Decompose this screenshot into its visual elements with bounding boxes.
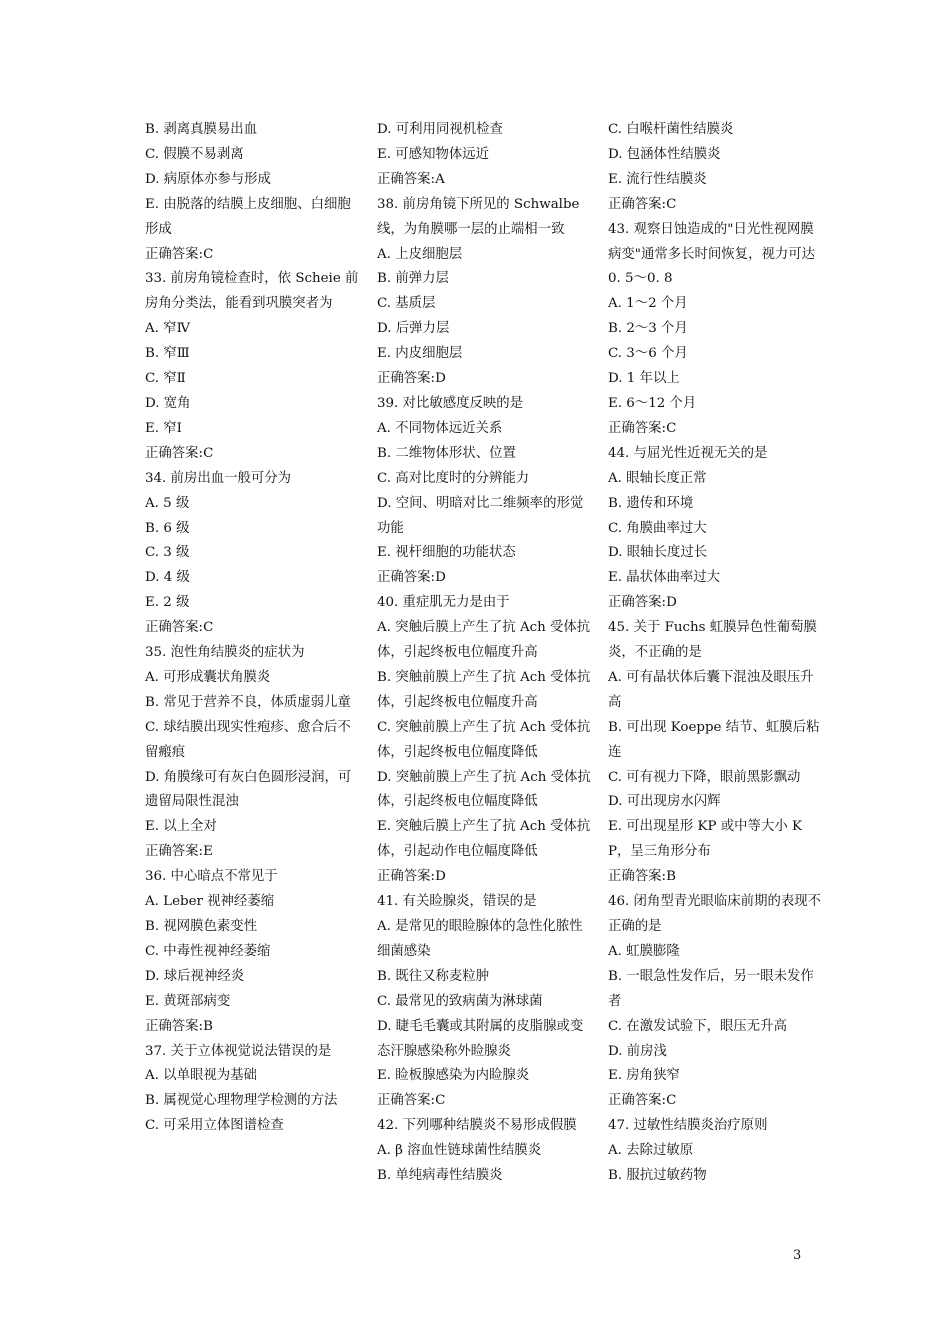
option-line: A. 不同物体远近关系 xyxy=(377,420,503,436)
option-line: E. 流行性结膜炎 xyxy=(608,171,707,187)
option-line: A. 5 级 xyxy=(145,495,190,511)
option-line: B. 可出现 Koeppe 结节、虹膜后粘连 xyxy=(608,719,820,760)
option-line: B. 属视觉心理物理学检测的方法 xyxy=(145,1093,338,1109)
option-line: B. 单纯病毒性结膜炎 xyxy=(377,1168,503,1184)
answer-line: 正确答案:B xyxy=(608,869,676,885)
question-line: 46. 闭角型青光眼临床前期的表现不正确的是 xyxy=(608,894,822,934)
option-line: E. 房角狭窄 xyxy=(608,1068,680,1084)
option-line: E. 睑板腺感染为内睑腺炎 xyxy=(377,1068,530,1084)
option-line: A. 上皮细胞层 xyxy=(377,246,463,262)
option-line: C. 中毒性视神经萎缩 xyxy=(145,943,271,959)
option-line: E. 以上全对 xyxy=(145,819,217,835)
option-line: E. 可出现星形 KP 或中等大小 KP，呈三角形分布 xyxy=(608,819,802,860)
option-line: B. 突触前膜上产生了抗 Ach 受体抗体，引起终板电位幅度升高 xyxy=(377,669,591,710)
option-line: B. 服抗过敏药物 xyxy=(608,1168,707,1184)
text-column-2 xyxy=(377,118,591,1189)
question-line: 41. 有关睑腺炎，错误的是 xyxy=(377,894,537,910)
option-line: B. 窄Ⅲ xyxy=(145,346,190,362)
option-line: C. 最常见的致病菌为淋球菌 xyxy=(377,993,543,1009)
text-column-1 xyxy=(145,118,359,1139)
option-line: E. 视杆细胞的功能状态 xyxy=(377,545,516,561)
option-line: D. 宽角 xyxy=(145,395,191,411)
option-line: C. 突触前膜上产生了抗 Ach 受体抗体，引起终板电位幅度降低 xyxy=(377,719,591,760)
option-line: D. 突触前膜上产生了抗 Ach 受体抗体，引起终板电位幅度降低 xyxy=(377,769,591,810)
question-line: 34. 前房出血一般可分为 xyxy=(145,470,292,486)
question-line: 42. 下列哪种结膜炎不易形成假膜 xyxy=(377,1118,577,1134)
option-line: D. 可利用同视机检查 xyxy=(377,122,503,137)
option-line: E. 突触后膜上产生了抗 Ach 受体抗体，引起动作电位幅度降低 xyxy=(377,819,591,860)
option-line: E. 由脱落的结膜上皮细胞、白细胞形成 xyxy=(145,196,351,237)
option-line: C. 白喉杆菌性结膜炎 xyxy=(608,122,734,137)
answer-line: 正确答案:C xyxy=(145,246,214,262)
option-line: E. 6～12 个月 xyxy=(608,395,697,411)
answer-line: 正确答案:D xyxy=(377,570,446,586)
option-line: E. 晶状体曲率过大 xyxy=(608,570,721,586)
option-line: E. 可感知物体远近 xyxy=(377,146,490,162)
option-line: B. 剥离真膜易出血 xyxy=(145,122,258,137)
option-line: E. 内皮细胞层 xyxy=(377,346,463,362)
option-line: B. 6 级 xyxy=(145,520,190,536)
option-line: C. 窄Ⅱ xyxy=(145,371,186,387)
question-line: 35. 泡性角结膜炎的症状为 xyxy=(145,645,305,661)
question-line: 33. 前房角镜检查时，依 Scheie 前房角分类法，能看到巩膜突者为 xyxy=(145,271,359,312)
question-line: 47. 过敏性结膜炎治疗原则 xyxy=(608,1118,768,1134)
answer-line: 正确答案:E xyxy=(145,844,213,860)
option-line: A. 虹膜膨隆 xyxy=(608,943,680,959)
answer-line: 正确答案:B xyxy=(145,1018,213,1034)
option-line: D. 球后视神经炎 xyxy=(145,968,245,984)
option-line: D. 睫毛毛囊或其附属的皮脂腺或变态汗腺感染称外睑腺炎 xyxy=(377,1018,584,1059)
option-line: D. 病原体亦参与形成 xyxy=(145,171,271,187)
option-line: D. 1 年以上 xyxy=(608,371,680,387)
option-line: C. 3～6 个月 xyxy=(608,346,688,362)
option-line: B. 二维物体形状、位置 xyxy=(377,445,516,461)
answer-line: 正确答案:D xyxy=(377,371,446,387)
option-line: C. 可有视力下降，眼前黑影飘动 xyxy=(608,769,801,785)
option-line: B. 常见于营养不良，体质虚弱儿童 xyxy=(145,694,351,710)
option-line: E. 2 级 xyxy=(145,595,190,611)
option-line: C. 球结膜出现实性疱疹、愈合后不留瘢痕 xyxy=(145,719,351,760)
question-line: 38. 前房角镜下所见的 Schwalbe 线，为角膜哪一层的止端相一致 xyxy=(377,196,580,237)
option-line: C. 假膜不易剥离 xyxy=(145,146,244,162)
option-line: C. 3 级 xyxy=(145,545,190,561)
answer-line: 正确答案:D xyxy=(608,595,677,611)
answer-line: 正确答案:D xyxy=(377,869,446,885)
option-line: A. Leber 视神经萎缩 xyxy=(145,894,275,910)
option-line: D. 空间、明暗对比二维频率的形觉功能 xyxy=(377,495,584,536)
option-line: A. 可有晶状体后囊下混浊及眼压升高 xyxy=(608,669,814,710)
question-line: 45. 关于 Fuchs 虹膜异色性葡萄膜炎，不正确的是 xyxy=(608,620,817,661)
option-line: C. 在激发试验下，眼压无升高 xyxy=(608,1018,787,1034)
option-line: A. 窄Ⅳ xyxy=(145,321,190,337)
option-line: B. 遗传和环境 xyxy=(608,495,694,511)
question-line: 36. 中心暗点不常见于 xyxy=(145,869,278,885)
answer-line: 正确答案:A xyxy=(377,171,445,187)
option-line: D. 可出现房水闪辉 xyxy=(608,794,721,810)
option-line: D. 后弹力层 xyxy=(377,321,450,337)
option-line: B. 2～3 个月 xyxy=(608,321,688,337)
option-line: C. 角膜曲率过大 xyxy=(608,520,707,536)
option-line: A. β 溶血性链球菌性结膜炎 xyxy=(377,1143,542,1159)
option-line: D. 前房浅 xyxy=(608,1043,667,1059)
option-line: A. 突触后膜上产生了抗 Ach 受体抗体，引起终板电位幅度升高 xyxy=(377,620,591,661)
page-number: 3 xyxy=(793,1248,802,1263)
option-line: D. 角膜缘可有灰白色圆形浸润，可遗留局限性混浊 xyxy=(145,769,352,810)
answer-line: 正确答案:C xyxy=(608,1093,677,1109)
option-line: A. 1～2 个月 xyxy=(608,296,688,312)
question-line: 40. 重症肌无力是由于 xyxy=(377,595,510,611)
option-line: A. 以单眼视为基础 xyxy=(145,1068,257,1084)
answer-line: 正确答案:C xyxy=(145,620,214,636)
option-line: A. 是常见的眼睑腺体的急性化脓性细菌感染 xyxy=(377,919,583,959)
answer-line: 正确答案:C xyxy=(377,1093,446,1109)
option-line: B. 前弹力层 xyxy=(377,271,449,287)
option-line: B. 视网膜色素变性 xyxy=(145,919,258,934)
option-line: A. 去除过敏原 xyxy=(608,1143,694,1159)
option-line: C. 基质层 xyxy=(377,296,436,312)
option-line: D. 包涵体性结膜炎 xyxy=(608,146,721,162)
question-line: 44. 与屈光性近视无关的是 xyxy=(608,445,768,461)
question-line: 37. 关于立体视觉说法错误的是 xyxy=(145,1043,332,1059)
option-line: B. 一眼急性发作后，另一眼未发作者 xyxy=(608,968,814,1009)
answer-line: 正确答案:C xyxy=(608,196,677,212)
option-line: C. 高对比度时的分辨能力 xyxy=(377,470,530,486)
option-line: B. 既往又称麦粒肿 xyxy=(377,968,490,984)
option-line: D. 4 级 xyxy=(145,570,190,586)
text-column-3 xyxy=(608,118,822,1189)
question-line: 43. 观察日蚀造成的"日光性视网膜病变"通常多长时间恢复，视力可达 0. 5～0. 8 xyxy=(608,221,816,287)
answer-line: 正确答案:C xyxy=(608,420,677,436)
option-line: A. 可形成囊状角膜炎 xyxy=(145,669,271,685)
option-line: E. 窄Ⅰ xyxy=(145,420,182,436)
option-line: C. 可采用立体图谱检查 xyxy=(145,1118,284,1134)
option-line: E. 黄斑部病变 xyxy=(145,993,231,1009)
option-line: D. 眼轴长度过长 xyxy=(608,545,708,561)
option-line: A. 眼轴长度正常 xyxy=(608,470,707,486)
question-line: 39. 对比敏感度反映的是 xyxy=(377,395,524,411)
answer-line: 正确答案:C xyxy=(145,445,214,461)
